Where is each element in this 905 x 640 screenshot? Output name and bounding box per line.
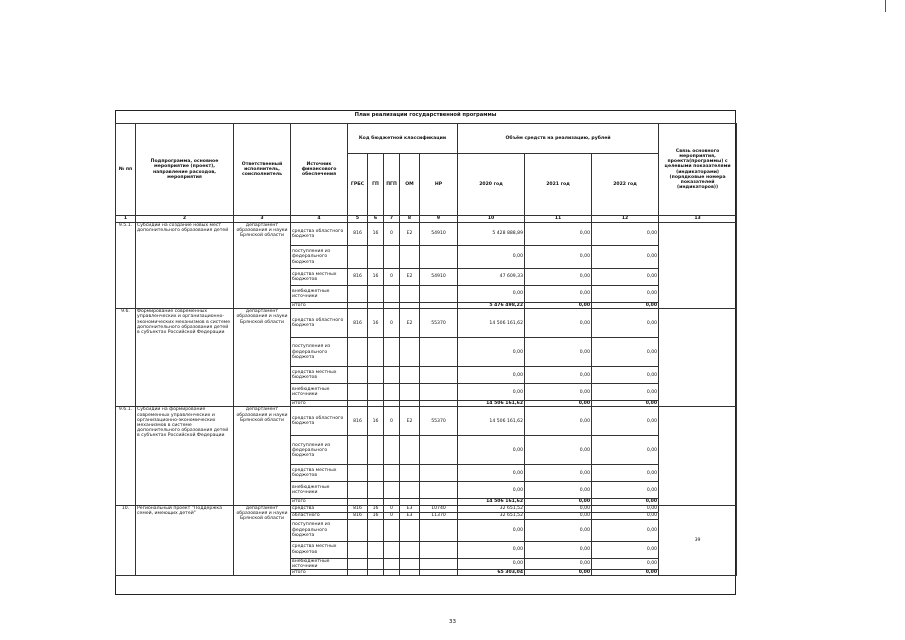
code-nr (420, 384, 458, 401)
code-nr (420, 246, 458, 269)
col-number: 11 (525, 216, 592, 223)
amount-2020: 47 609,33 (458, 269, 525, 286)
code-grbs (348, 570, 368, 576)
header-responsible: Ответственный исполнитель, соисполнитель (234, 124, 291, 216)
header-volume: Объём средств на реализацию, рублей (458, 124, 659, 154)
amount-2021: 0,00 (525, 303, 592, 309)
amount-2021: 0,00 (525, 541, 592, 558)
amount-2021: 0,00 (525, 367, 592, 384)
amount-2020: 0,00 (458, 465, 525, 482)
header-pgp: ПГП (384, 154, 400, 216)
code-nr (420, 286, 458, 303)
amount-2020: 32 651,52 (458, 505, 525, 512)
code-nr (420, 541, 458, 558)
finance-source: итого (291, 401, 348, 407)
col-number: 13 (659, 216, 737, 223)
col-number: 9 (420, 216, 458, 223)
amount-2021: 0,00 (525, 407, 592, 436)
code-nr: 54910 (420, 269, 458, 286)
indicator-link (659, 223, 737, 309)
amount-2022: 0,00 (592, 407, 659, 436)
amount-2020: 0,00 (458, 519, 525, 541)
amount-2022: 0,00 (592, 401, 659, 407)
header-2021: 2021 год (525, 154, 592, 216)
finance-source: внебюджетные источники (291, 286, 348, 303)
amount-2022: 0,00 (592, 482, 659, 499)
code-om: Е2 (400, 309, 420, 338)
amount-2020: 5 476 498,22 (458, 303, 525, 309)
item-number: 9.6.1. (116, 407, 136, 505)
amount-2022: 0,00 (592, 505, 659, 512)
col-number: 2 (136, 216, 234, 223)
finance-source: поступления из федерального бюджета (291, 436, 348, 465)
header-link: Связь основного мероприятия, проекта(программы) с целевыми показателями (индикаторами) (порядковые номера показателей (индикаторов)) (659, 124, 737, 216)
code-om (400, 465, 420, 482)
table-row (116, 407, 737, 436)
header-no: № пп (116, 124, 136, 216)
document-title: План реализации государственной программы (354, 112, 497, 118)
code-gp: 16 (368, 309, 384, 338)
finance-source: поступления из федерального бюджета (291, 519, 348, 541)
code-nr: 11370 (420, 512, 458, 519)
amount-2021: 0,00 (525, 558, 592, 569)
code-pgp: 0 (384, 512, 400, 519)
amount-2022: 0,00 (592, 570, 659, 576)
code-gp (368, 384, 384, 401)
amount-2020: 5 428 888,89 (458, 223, 525, 246)
header-om: ОМ (400, 154, 420, 216)
code-om: Е2 (400, 269, 420, 286)
amount-2020: 0,00 (458, 367, 525, 384)
code-gp: 16 (368, 269, 384, 286)
code-om (400, 286, 420, 303)
amount-2021: 0,00 (525, 286, 592, 303)
finance-source: средства областного бюджета (291, 223, 348, 246)
code-pgp: 0 (384, 407, 400, 436)
header-budget-code: Код бюджетной классификации (348, 124, 458, 154)
code-pgp (384, 519, 400, 541)
code-om (400, 519, 420, 541)
code-pgp (384, 570, 400, 576)
code-grbs: 816 (348, 309, 368, 338)
col-number: 3 (234, 216, 291, 223)
amount-2022: 0,00 (592, 309, 659, 338)
table-row (116, 505, 737, 512)
amount-2020: 0,00 (458, 558, 525, 569)
code-nr (420, 367, 458, 384)
code-grbs (348, 465, 368, 482)
code-pgp (384, 384, 400, 401)
amount-2020: 14 506 161,62 (458, 401, 525, 407)
finance-source: итого (291, 570, 348, 576)
finance-source: итого (291, 499, 348, 505)
code-gp: 16 (368, 223, 384, 246)
header-source: Источник финансового обеспечения (291, 124, 348, 216)
amount-2020: 0,00 (458, 246, 525, 269)
amount-2022: 0,00 (592, 338, 659, 367)
amount-2020: 0,00 (458, 482, 525, 499)
code-om (400, 338, 420, 367)
amount-2020: 0,00 (458, 384, 525, 401)
amount-2022: 0,00 (592, 223, 659, 246)
code-nr (420, 519, 458, 541)
amount-2022: 0,00 (592, 465, 659, 482)
code-gp (368, 338, 384, 367)
code-pgp (384, 246, 400, 269)
code-grbs (348, 338, 368, 367)
code-gp (368, 558, 384, 569)
amount-2022: 0,00 (592, 499, 659, 505)
code-pgp (384, 482, 400, 499)
header-nr: НР (420, 154, 458, 216)
header-subprogram: Подпрограмма, основное мероприятие (проект), направление расходов, мероприятия (136, 124, 234, 216)
code-nr (420, 558, 458, 569)
amount-2021: 0,00 (525, 482, 592, 499)
amount-2021: 0,00 (525, 223, 592, 246)
item-number: 9.5.1. (116, 223, 136, 309)
code-grbs (348, 384, 368, 401)
code-nr (420, 570, 458, 576)
amount-2022: 0,00 (592, 246, 659, 269)
code-grbs (348, 519, 368, 541)
amount-2021: 0,00 (525, 436, 592, 465)
amount-2020: 32 651,52 (458, 512, 525, 519)
indicator-link (659, 407, 737, 505)
code-gp: 16 (368, 512, 384, 519)
code-nr (420, 482, 458, 499)
finance-source: средства местных бюджетов (291, 465, 348, 482)
code-om (400, 541, 420, 558)
amount-2022: 0,00 (592, 519, 659, 541)
finance-source: средства областного бюджета (291, 309, 348, 338)
amount-2021: 0,00 (525, 309, 592, 338)
amount-2022: 0,00 (592, 384, 659, 401)
program-plan-table (115, 123, 737, 576)
code-om: Е3 (400, 512, 420, 519)
amount-2020: 14 506 161,62 (458, 407, 525, 436)
item-responsible: департамент образования и науки Брянской области (234, 505, 291, 576)
item-number: 10. (116, 505, 136, 576)
amount-2021: 0,00 (525, 384, 592, 401)
code-gp (368, 436, 384, 465)
code-pgp (384, 286, 400, 303)
code-om: Е2 (400, 407, 420, 436)
item-responsible: департамент образования и науки Брянской области (234, 407, 291, 505)
code-om: Е3 (400, 505, 420, 512)
code-pgp: 0 (384, 309, 400, 338)
amount-2021: 0,00 (525, 512, 592, 519)
finance-source: итого (291, 303, 348, 309)
code-gp: 16 (368, 407, 384, 436)
finance-source: средства областного бюджета (291, 407, 348, 436)
code-grbs (348, 436, 368, 465)
code-pgp (384, 558, 400, 569)
finance-source: внебюджетные источники (291, 384, 348, 401)
code-pgp (384, 541, 400, 558)
code-pgp: 0 (384, 223, 400, 246)
amount-2022: 0,00 (592, 303, 659, 309)
code-gp (368, 570, 384, 576)
page-number: 33 (449, 619, 456, 625)
amount-2022: 0,00 (592, 269, 659, 286)
code-nr (420, 465, 458, 482)
code-pgp: 0 (384, 269, 400, 286)
amount-2021: 0,00 (525, 465, 592, 482)
edge-mark (885, 0, 886, 12)
column-number-row (116, 216, 737, 223)
header-2020: 2020 год (458, 154, 525, 216)
item-number: 9.6. (116, 309, 136, 407)
header-2022: 2022 год (592, 154, 659, 216)
code-gp (368, 519, 384, 541)
code-pgp: 0 (384, 505, 400, 512)
amount-2021: 0,00 (525, 246, 592, 269)
code-grbs (348, 367, 368, 384)
code-grbs: 816 (348, 512, 368, 519)
finance-source: поступления из федерального бюджета (291, 246, 348, 269)
code-grbs (348, 482, 368, 499)
code-grbs (348, 246, 368, 269)
amount-2021: 0,00 (525, 338, 592, 367)
finance-source: средства местных бюджетов (291, 269, 348, 286)
amount-2022: 0,00 (592, 541, 659, 558)
code-grbs (348, 541, 368, 558)
code-gp: 16 (368, 505, 384, 512)
item-responsible: департамент образования и науки Брянской области (234, 223, 291, 309)
code-pgp (384, 465, 400, 482)
code-grbs (348, 558, 368, 569)
amount-2021: 0,00 (525, 499, 592, 505)
amount-2020: 0,00 (458, 338, 525, 367)
code-gp (368, 541, 384, 558)
code-om: Е2 (400, 223, 420, 246)
code-om (400, 246, 420, 269)
amount-2022: 0,00 (592, 436, 659, 465)
col-number: 7 (384, 216, 400, 223)
amount-2022: 0,00 (592, 367, 659, 384)
code-grbs: 816 (348, 407, 368, 436)
item-name: Субсидии на формирование современных управленческих и организационно-экономических механизмов в системе дополнительного образования детей в субъектах Российской Федерации (136, 407, 234, 505)
amount-2022: 0,00 (592, 558, 659, 569)
col-number: 8 (400, 216, 420, 223)
col-number: 1 (116, 216, 136, 223)
finance-source: средства местных бюджетов (291, 367, 348, 384)
code-grbs: 816 (348, 223, 368, 246)
code-nr: 55370 (420, 309, 458, 338)
amount-2021: 0,00 (525, 401, 592, 407)
amount-2021: 0,00 (525, 269, 592, 286)
item-name: Формирование современных управленческих и организационно-экономических механизмов в системе дополнительного образования детей в субъектах Российской Федерации (136, 309, 234, 407)
code-pgp (384, 436, 400, 465)
code-pgp (384, 367, 400, 384)
amount-2020: 0,00 (458, 541, 525, 558)
header-row-1 (116, 124, 737, 154)
table-row (116, 309, 737, 338)
code-nr (420, 338, 458, 367)
col-number: 4 (291, 216, 348, 223)
code-grbs: 816 (348, 269, 368, 286)
code-om (400, 384, 420, 401)
table-row (116, 223, 737, 246)
indicator-link (659, 309, 737, 407)
amount-2021: 0,00 (525, 570, 592, 576)
amount-2022: 0,00 (592, 512, 659, 519)
code-nr: 55370 (420, 407, 458, 436)
code-gp (368, 482, 384, 499)
amount-2020: 0,00 (458, 436, 525, 465)
amount-2020: 14 506 161,62 (458, 499, 525, 505)
code-om (400, 367, 420, 384)
code-om (400, 558, 420, 569)
col-number: 5 (348, 216, 368, 223)
code-pgp (384, 338, 400, 367)
amount-2021: 0,00 (525, 505, 592, 512)
col-number: 12 (592, 216, 659, 223)
code-gp (368, 246, 384, 269)
indicator-link: 39 (659, 505, 737, 576)
code-gp (368, 367, 384, 384)
code-om (400, 436, 420, 465)
amount-2020: 14 506 161,62 (458, 309, 525, 338)
finance-source: внебюджетные источники (291, 482, 348, 499)
code-om (400, 482, 420, 499)
amount-2020: 0,00 (458, 286, 525, 303)
header-gp: ГП (368, 154, 384, 216)
code-gp (368, 286, 384, 303)
finance-source: областного (291, 512, 348, 519)
code-om (400, 570, 420, 576)
code-nr (420, 436, 458, 465)
item-name: Субсидии на создание новых мест дополнительного образования детей (136, 223, 234, 309)
item-responsible: департамент образования и науки Брянской области (234, 309, 291, 407)
code-nr: 54910 (420, 223, 458, 246)
amount-2021: 0,00 (525, 519, 592, 541)
finance-source: внебюджетные источники (291, 558, 348, 569)
code-nr: 10740 (420, 505, 458, 512)
amount-2020: 65 303,04 (458, 570, 525, 576)
finance-source: средства (291, 505, 348, 512)
finance-source: поступления из федерального бюджета (291, 338, 348, 367)
amount-2022: 0,00 (592, 286, 659, 303)
header-grbs: ГРБС (348, 154, 368, 216)
code-grbs: 816 (348, 505, 368, 512)
col-number: 10 (458, 216, 525, 223)
code-gp (368, 465, 384, 482)
item-name: Региональный проект "Поддержка семей, имеющих детей" (136, 505, 234, 576)
col-number: 6 (368, 216, 384, 223)
code-grbs (348, 286, 368, 303)
finance-source: средства местных бюджетов (291, 541, 348, 558)
